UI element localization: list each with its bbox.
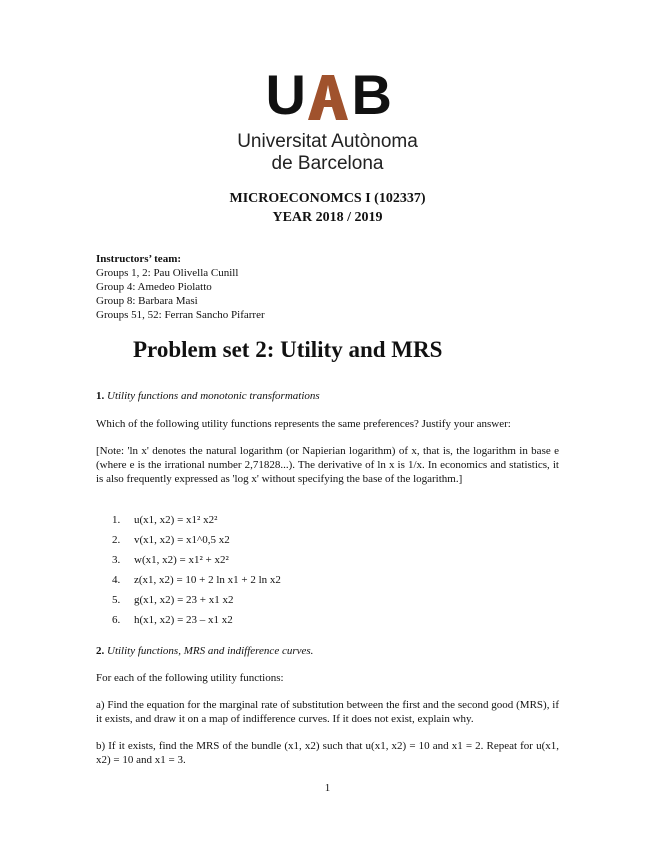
problem-set-title: Problem set 2: Utility and MRS [133, 337, 443, 362]
list-item: 5. g(x1, x2) = 23 + x1 x2 [112, 594, 234, 606]
logo-letter-u: U [265, 63, 306, 126]
utility-function-list [112, 512, 281, 632]
section1-heading [96, 390, 320, 402]
list-item: 4. z(x1, x2) = 10 + 2 ln x1 + 2 ln x2 [112, 574, 281, 586]
course-title: MICROECONOMCS I (102337) [229, 191, 426, 206]
team-member: Groups 51, 52: Ferran Sancho Pifarrer [96, 309, 265, 321]
section2-heading [96, 645, 313, 657]
section2-title: Utility functions, MRS and indifference curves. [107, 645, 314, 657]
list-item: 1. u(x1, x2) = x1² x2² [112, 514, 218, 526]
uab-logo [0, 63, 655, 175]
section2-part-a: a) Find the equation for the marginal rate of substitution between the first and the second good (MRS), if it exists, and draw it on a map of indifference curves. If it does not exist, explain why. [96, 699, 559, 725]
section1-title: Utility functions and monotonic transformations [107, 390, 320, 402]
team-member: Groups 1, 2: Pau Olivella Cunill [96, 267, 239, 279]
list-item: 3. w(x1, x2) = x1² + x2² [112, 554, 229, 566]
section1-question: Which of the following utility functions represents the same preferences? Justify your answer: [96, 418, 511, 430]
university-name-line1: Universitat Autònoma [237, 131, 418, 152]
team-heading: Instructors’ team: [96, 253, 182, 265]
list-item: 2. v(x1, x2) = x1^0,5 x2 [112, 534, 230, 546]
page-number: 1 [324, 782, 331, 794]
course-year: YEAR 2018 / 2019 [272, 210, 383, 225]
section2-intro: For each of the following utility functions: [96, 672, 284, 684]
logo-letter-a-shape [308, 75, 348, 120]
section1-number: 1. [96, 390, 105, 402]
list-item: 6. h(x1, x2) = 23 – x1 x2 [112, 614, 233, 626]
section2-part-b: b) If it exists, find the MRS of the bundle (x1, x2) such that u(x1, x2) = 10 and x1 = 2. Repeat for u(x1, x2) = 10 and x1 = 3. [96, 740, 559, 766]
uab-letters [265, 63, 392, 126]
team-member: Group 8: Barbara Masi [96, 295, 198, 307]
team-member: Group 4: Amedeo Piolatto [96, 281, 212, 293]
course-header [0, 189, 655, 227]
section2-number: 2. [96, 645, 105, 657]
section1-note: [Note: 'ln x' denotes the natural logarithm (or Napierian logarithm) of x, that is, the logarithm in base e (where e is the irrational number 2,71828...). The derivative of ln x is 1/x. In economics and statistics, it is also frequently expressed as 'log x' without specifying the base of the logarithm.] [96, 445, 559, 485]
instructors-team [96, 252, 265, 322]
university-name-line2: de Barcelona [271, 153, 384, 174]
logo-letter-b: B [351, 63, 392, 126]
